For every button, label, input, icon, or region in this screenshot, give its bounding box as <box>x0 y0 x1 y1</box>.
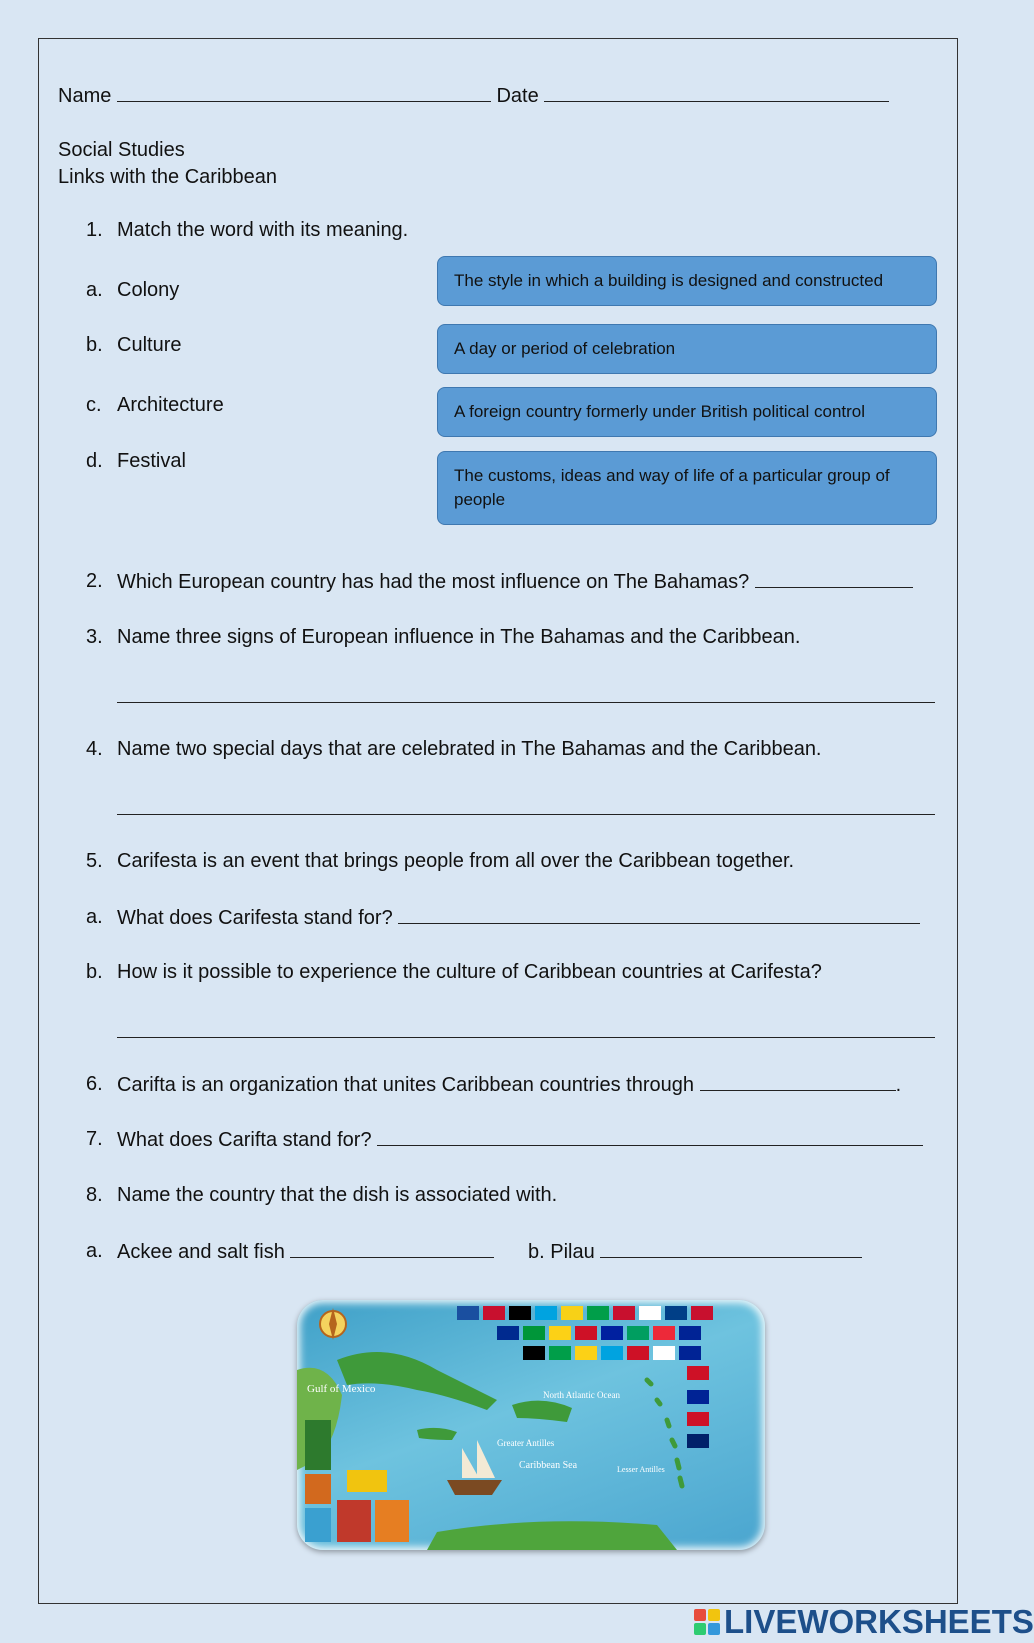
q6-period: . <box>895 1074 902 1096</box>
topic-title: Links with the Caribbean <box>58 166 278 188</box>
q8b-text: b. Pilau <box>528 1241 595 1263</box>
ship-hull <box>447 1480 502 1495</box>
q6-text: Carifta is an organization that unites Caribbean countries through <box>117 1074 695 1096</box>
q8a-letter: a. <box>86 1240 103 1262</box>
hispaniola-landmass <box>512 1401 572 1422</box>
q1-text: Match the word with its meaning. <box>117 219 409 241</box>
q7-row <box>117 1127 923 1152</box>
q7-number: 7. <box>86 1128 103 1150</box>
date-blank[interactable] <box>544 83 889 102</box>
photo-flower <box>305 1474 331 1504</box>
q6-answer-blank[interactable] <box>700 1072 896 1091</box>
map-label: Caribbean Sea <box>519 1460 578 1471</box>
meaning-text: A day or period of celebration <box>454 339 676 358</box>
cuba-landmass <box>337 1352 497 1410</box>
q8b-row <box>528 1239 862 1264</box>
q3-text: Name three signs of European influence in The Bahamas and the Caribbean. <box>117 626 801 648</box>
meaning-card-architecture[interactable] <box>437 256 937 306</box>
q8-number: 8. <box>86 1184 103 1206</box>
q4-text: Name two special days that are celebrated in The Bahamas and the Caribbean. <box>117 738 822 760</box>
q5b-letter: b. <box>86 961 103 983</box>
q8-text: Name the country that the dish is associated with. <box>117 1184 558 1206</box>
south-america-landmass <box>427 1521 677 1550</box>
q5b-text: How is it possible to experience the culture of Caribbean countries at Carifesta? <box>117 961 822 983</box>
caribbean-map-image <box>297 1300 765 1550</box>
caribbean-map-svg <box>297 1300 765 1550</box>
photo-plant <box>305 1420 331 1470</box>
q8a-text: Ackee and salt fish <box>117 1241 285 1263</box>
word-culture[interactable]: Culture <box>117 334 182 356</box>
q7-answer-blank[interactable] <box>377 1127 923 1146</box>
q6-number: 6. <box>86 1073 103 1095</box>
logo-text: LIVEWORKSHEETS <box>724 1603 1034 1640</box>
q5-text: Carifesta is an event that brings people from all over the Caribbean together. <box>117 850 795 872</box>
map-label: Greater Antilles <box>497 1438 555 1448</box>
word-letter: a. <box>86 279 103 301</box>
photo-building <box>347 1470 387 1492</box>
q4-number: 4. <box>86 738 103 760</box>
map-label: Gulf of Mexico <box>307 1383 376 1395</box>
q3-number: 3. <box>86 626 103 648</box>
jamaica-landmass <box>417 1428 457 1440</box>
q4-answer-line[interactable] <box>117 814 935 815</box>
name-blank[interactable] <box>117 83 491 102</box>
q8b-answer-blank[interactable] <box>600 1239 862 1258</box>
name-label: Name <box>58 85 112 107</box>
meaning-card-culture[interactable] <box>437 451 937 525</box>
word-letter: c. <box>86 394 102 416</box>
photo-beach <box>305 1508 331 1542</box>
q5a-letter: a. <box>86 906 103 928</box>
q2-text <box>117 569 913 594</box>
map-label: North Atlantic Ocean <box>543 1390 620 1400</box>
meaning-text: The customs, ideas and way of life of a particular group of people <box>454 466 890 509</box>
q7-text: What does Carifta stand for? <box>117 1129 372 1151</box>
word-architecture[interactable]: Architecture <box>117 394 224 416</box>
photo-market <box>337 1500 371 1542</box>
q5b-answer-line[interactable] <box>117 1037 935 1038</box>
word-letter: b. <box>86 334 103 356</box>
date-label: Date <box>496 85 539 107</box>
q3-answer-line[interactable] <box>117 702 935 703</box>
ship-sails <box>462 1440 495 1478</box>
q5a-text: What does Carifesta stand for? <box>117 907 393 929</box>
q2-answer-blank[interactable] <box>755 569 913 588</box>
meaning-text: The style in which a building is designed and constructed <box>454 271 884 290</box>
photo-fruit <box>375 1500 409 1542</box>
q1-number: 1. <box>86 219 103 241</box>
word-letter: d. <box>86 450 103 472</box>
q8a-row <box>117 1239 494 1264</box>
map-label: Lesser Antilles <box>617 1465 665 1474</box>
meaning-card-colony[interactable] <box>437 387 937 437</box>
name-row <box>58 83 889 108</box>
meaning-card-festival[interactable] <box>437 324 937 374</box>
flags-grid <box>457 1306 713 1448</box>
subject-title: Social Studies <box>58 139 185 161</box>
q5a-row <box>117 905 920 930</box>
meaning-text: A foreign country formerly under British political control <box>454 402 866 421</box>
q5a-answer-blank[interactable] <box>398 905 920 924</box>
q5-number: 5. <box>86 850 103 872</box>
q2-number: 2. <box>86 570 103 592</box>
q6-row <box>117 1072 901 1097</box>
q2-question: Which European country has had the most influence on The Bahamas? <box>117 571 750 593</box>
word-colony[interactable]: Colony <box>117 279 180 301</box>
liveworksheets-logo[interactable] <box>694 1603 1034 1641</box>
word-festival[interactable]: Festival <box>117 450 186 472</box>
q8a-answer-blank[interactable] <box>290 1239 494 1258</box>
logo-grid-icon <box>694 1609 720 1635</box>
